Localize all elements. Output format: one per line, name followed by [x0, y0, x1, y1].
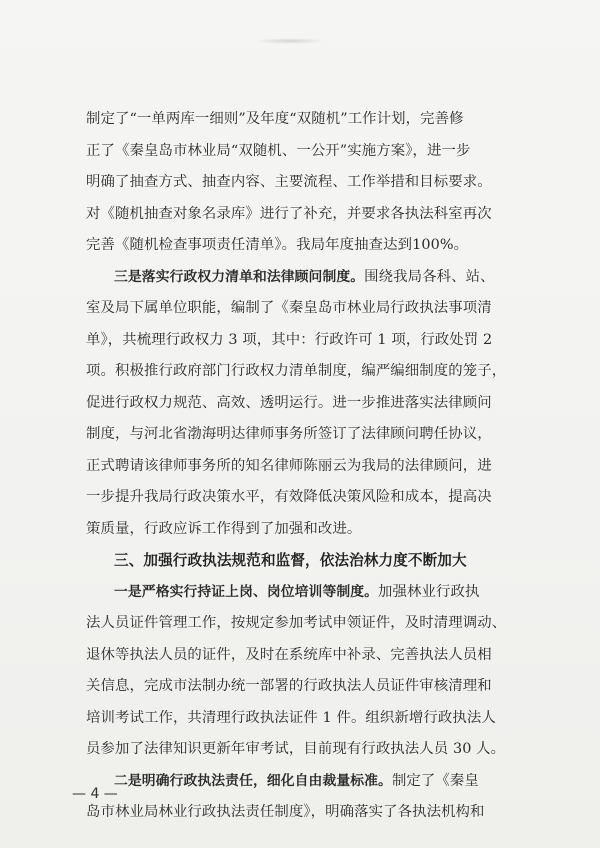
text-line: 员参加了法律知识更新年审考试，目前现有行政执法人员 30 人。: [86, 741, 506, 757]
scan-artifact: [255, 38, 325, 44]
text-line: 制定了“一单两库一细则”及年度“双随机”工作计划，完善修: [86, 111, 464, 127]
text-line: 明确了抽查方式、抽查内容、主要流程、工作举措和目标要求。: [86, 174, 492, 190]
text-line: 法人员证件管理工作，按规定参加考试申领证件，及时清理调动、: [86, 615, 507, 631]
text-line: 室及局下属单位职能，编制了《秦皇岛市林业局行政执法事项清: [86, 300, 492, 316]
paragraph-lead: 三是落实行政权力清单和法律顾问制度。: [114, 268, 365, 285]
text-line: 对《随机抽查对象名录库》进行了补充，并要求各执法科室再次: [86, 205, 492, 222]
text-line: 关信息，完成市法制办统一部署的行政执法人员证件审核清理和: [86, 678, 492, 694]
text-line: 退休等执法人员的证件，及时在系统库中补录、完善执法人员相: [86, 646, 492, 663]
page-number: — 4 —: [72, 786, 118, 802]
document-body: [86, 104, 538, 829]
text-line: 正了《秦皇岛市林业局“双随机、一公开”实施方案》，进一步: [86, 142, 471, 159]
paragraph-first-line: [86, 766, 538, 798]
text-line: 培训考试工作，共清理行政执法证件 1 件。组织新增行政执法人: [86, 709, 496, 726]
text-line: 完善《随机检查事项责任清单》。我局年度抽查达到100%。: [86, 237, 469, 253]
text-line: 正式聘请该律师事务所的知名律师陈丽云为我局的法律顾问，进: [86, 457, 492, 474]
text-line: 一步提升我局行政决策水平，有效降低决策风险和成本，提高决: [86, 489, 492, 505]
text-line: 岛市林业局林业行政执法责任制度》，明确落实了各执法机构和: [86, 804, 485, 820]
text-span: 制定了《秦皇: [391, 772, 479, 789]
section-heading: 三、加强行政执法规范和监督，依法治林力度不断加大: [114, 552, 467, 569]
paragraph-lead: 二是明确行政执法责任，细化自由裁量标准。: [114, 772, 392, 789]
paragraph-first-line: [86, 577, 538, 609]
text-line: 单》，共梳理行政权力 3 项，其中：行政许可 1 项，行政处罚 2: [86, 331, 493, 348]
text-line: 策质量，行政应诉工作得到了加强和改进。: [86, 520, 362, 537]
paragraph-first-line: [86, 262, 538, 294]
text-span: 加强林业行政执: [378, 583, 480, 600]
text-line: 促进行政权力规范、高效、透明运行。进一步推进落实法律顾问: [86, 394, 492, 411]
text-span: 围绕我局各科、站、: [364, 268, 495, 285]
text-line: 项。积极推行政府部门行政权力清单制度，编严编细制度的笼子，: [86, 363, 507, 379]
paragraph-lead: 一是严格实行持证上岗、岗位培训等制度。: [114, 583, 379, 600]
text-line: 制度，与河北省渤海明达律师事务所签订了法律顾问聘任协议，: [86, 426, 492, 442]
